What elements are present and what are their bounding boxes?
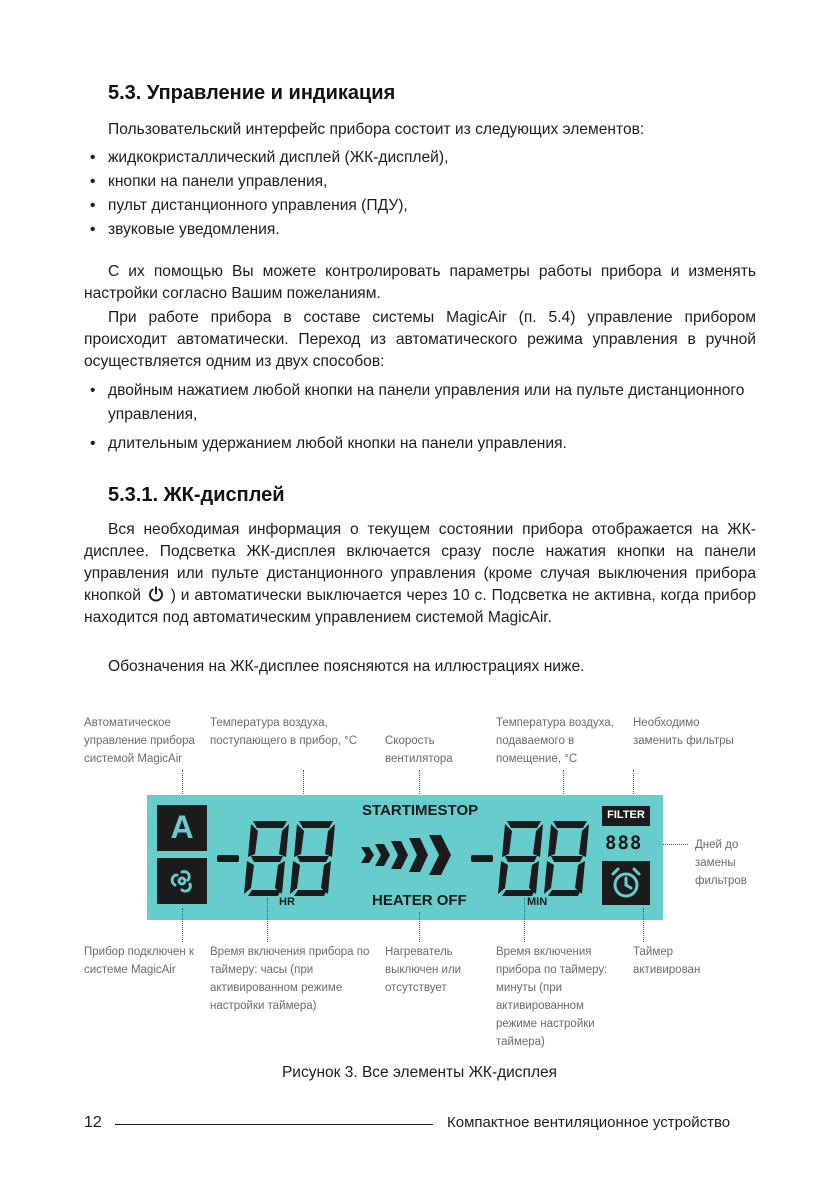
filter-days-digits: 888 xyxy=(605,832,643,854)
list-item: • двойным нажатием любой кнопки на панели управления или на пульте дистанционного управления, xyxy=(84,379,756,427)
label-fan-speed: Скорость вентилятора xyxy=(385,735,453,765)
explain-paragraph: Обозначения на ЖК-дисплее поясняются на иллюстрациях ниже. xyxy=(108,658,585,675)
list-item: • пульт дистанционного управления (ПДУ), xyxy=(84,194,756,218)
fan-icon xyxy=(157,858,207,904)
intro-paragraph: Пользовательский интерфейс прибора состоит из следующих элементов: xyxy=(108,121,645,138)
filter-label: FILTER xyxy=(607,809,645,821)
list-item: • длительным удержанием любой кнопки на панели управления. xyxy=(84,432,756,456)
guide-line xyxy=(182,908,183,942)
alarm-clock-icon xyxy=(602,861,650,905)
right-temp-digits xyxy=(469,817,589,901)
guide-line xyxy=(524,898,525,942)
lcd-text-part-1: Вся необходимая информация о текущем состоянии прибора отображается на ЖК-дисплее. Подсветка ЖК-дисплея включается сразу после нажатия кнопки на панели управления или пульте дистанционного управления (кроме случая выключения прибора кнопкой xyxy=(84,521,756,604)
auto-mode-indicator xyxy=(157,805,207,851)
label-air-in-temp: Температура воздуха, поступающего в прибор, °С xyxy=(210,717,358,747)
auto-mode-letter: A xyxy=(170,809,194,845)
timer-indicator xyxy=(602,861,650,905)
magicair-paragraph: При работе прибора в составе системы MagicAir (п. 5.4) управление прибором происходит автоматически. Переход из автоматического режима управления в ручной осуществляется одним из двух способов: xyxy=(84,309,756,370)
footer-rule xyxy=(115,1124,433,1125)
fan-speed-bars xyxy=(357,835,465,879)
lcd-text-part-2: ) и автоматически выключается через 10 с. Подсветка не активна, когда прибор находится под автоматическим управлением системой MagicAir. xyxy=(84,587,756,626)
label-magicair-connected: Прибор подключен к системе MagicAir xyxy=(84,946,194,976)
hr-indicator: HR xyxy=(279,896,295,908)
help-paragraph: С их помощью Вы можете контролировать параметры работы прибора и изменять настройки согласно Вашим пожеланиям. xyxy=(84,263,756,302)
guide-line xyxy=(419,912,420,942)
magicair-connected-indicator xyxy=(157,858,207,904)
lcd-description-paragraph xyxy=(84,519,756,629)
label-timer-hours: Время включения прибора по таймеру: часы (при активированном режиме настройки таймера) xyxy=(210,946,370,1012)
label-days-to-filter-change: Дней до замены фильтров xyxy=(695,839,747,887)
list-item: • жидкокристаллический дисплей (ЖК-дисплей), xyxy=(84,146,756,170)
label-heater-off: Нагреватель выключен или отсутствует xyxy=(385,946,462,994)
power-icon xyxy=(148,586,164,602)
interface-elements-list xyxy=(84,146,756,242)
figure-caption: Рисунок 3. Все элементы ЖК-дисплея xyxy=(281,1064,558,1081)
page-number: 12 xyxy=(84,1114,102,1131)
label-timer-minutes: Время включения прибора по таймеру: минуты (при активированном режиме настройки таймера) xyxy=(496,946,608,1048)
guide-line xyxy=(643,908,644,942)
list-item: • звуковые уведомления. xyxy=(84,218,756,242)
list-item: • кнопки на панели управления, xyxy=(84,170,756,194)
filter-indicator xyxy=(602,806,650,826)
label-auto-control: Автоматическое управление прибора системой MagicAir xyxy=(84,717,195,765)
label-replace-filters: Необходимо заменить фильтры xyxy=(633,717,734,747)
heater-off-indicator: HEATER OFF xyxy=(372,892,467,909)
subsection-heading: 5.3.1. ЖК-дисплей xyxy=(108,484,285,506)
footer-title: Компактное вентиляционное устройство xyxy=(447,1114,731,1131)
guide-line xyxy=(267,898,268,942)
lcd-display xyxy=(147,795,663,920)
start-time-stop-indicator: STARTIMESTOP xyxy=(362,802,479,819)
manual-mode-methods-list xyxy=(84,379,756,461)
min-indicator: MIN xyxy=(527,896,548,908)
label-air-out-temp: Температура воздуха, подаваемого в помещение, °С xyxy=(496,717,614,765)
left-temp-digits xyxy=(215,817,335,901)
label-timer-active: Таймер активирован xyxy=(633,946,701,976)
section-heading: 5.3. Управление и индикация xyxy=(108,82,396,104)
